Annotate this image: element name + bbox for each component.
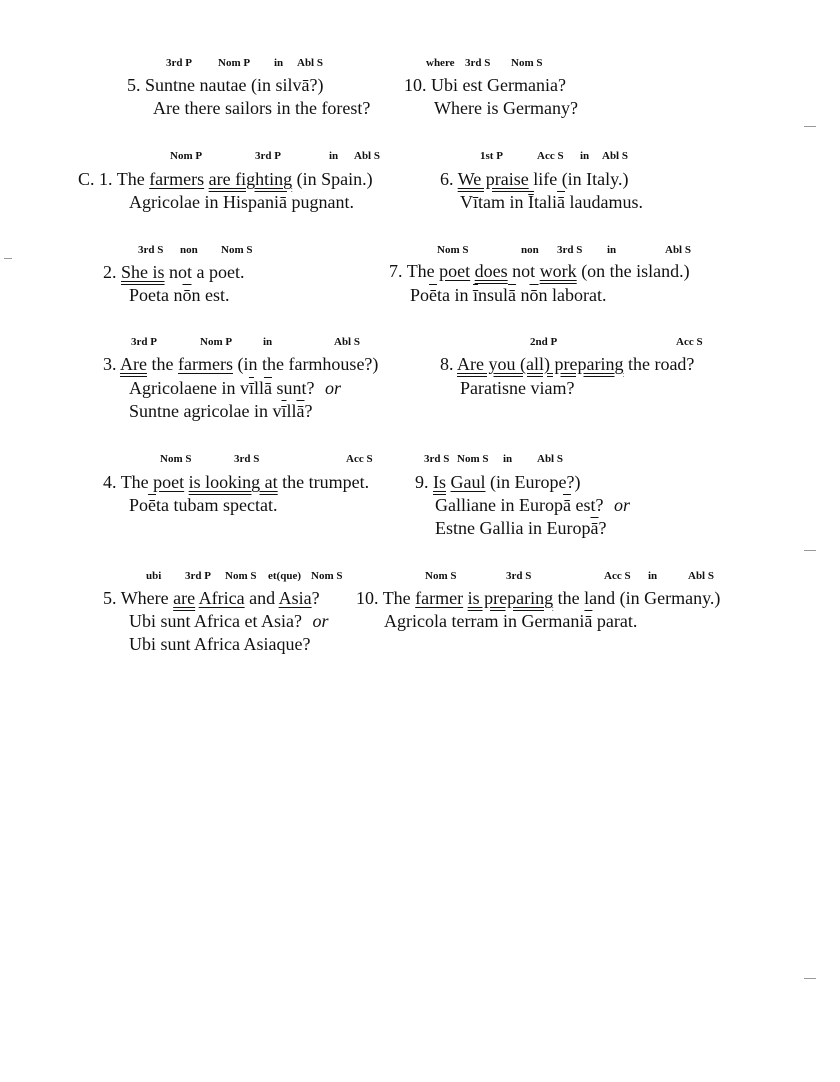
gloss: Acc S <box>604 570 631 582</box>
english-line: 10. The farmer is preparing the land (in Germany.) <box>356 588 721 608</box>
english-line: Where is Germany? <box>434 98 578 118</box>
gloss: 3rd S <box>557 244 583 256</box>
english-line: 4. The poet is looking at the trumpet. <box>103 472 370 492</box>
gloss: ubi <box>146 570 162 582</box>
gloss: in <box>329 150 339 162</box>
gloss: Abl S <box>537 453 563 465</box>
gloss: 2nd P <box>530 336 558 348</box>
latin-line-alt: Estne Gallia in $Europ\overline{ā}$? <box>435 518 607 538</box>
latin-line: Agricola terram in $Germani\overline{ā}$ parat. <box>384 611 638 631</box>
gloss: non <box>521 244 539 256</box>
gloss: Abl S <box>688 570 714 582</box>
gloss: Acc S <box>676 336 703 348</box>
scan-mark <box>804 126 816 127</box>
english-line: 6. We praise life (in Italy.) <box>440 169 629 189</box>
latin-line: Poeta $n\overline{ō}n$ est. <box>129 285 230 305</box>
latin-line: $Po\overline{ē}ta$ tubam spectat. <box>129 495 278 515</box>
gloss: where <box>426 57 455 69</box>
gloss: Nom S <box>221 244 253 256</box>
latin-line-alt: Suntne agricolae in $v\overline{ī}ll\overline{ā}$? <box>129 401 313 421</box>
gloss: Nom S <box>311 570 343 582</box>
gloss: in <box>274 57 284 69</box>
latin-line: $V\overline{ī}tam$ in $\overline{Ī}tali\overline{ā}$ laudamus. <box>460 192 644 212</box>
gloss: 3rd S <box>234 453 260 465</box>
gloss: in <box>607 244 617 256</box>
scan-mark <box>804 978 816 979</box>
gloss: Nom S <box>425 570 457 582</box>
gloss: 3rd S <box>424 453 450 465</box>
or-label: or <box>324 378 341 398</box>
english-line: 3. Are the farmers (in the farmhouse?) <box>103 354 379 374</box>
gloss: Abl S <box>297 57 323 69</box>
gloss: Abl S <box>602 150 628 162</box>
gloss: Nom S <box>511 57 543 69</box>
latin-line: 5. Suntne nautae (in silvā?) <box>127 75 324 95</box>
gloss: in <box>648 570 658 582</box>
english-line: 9. Is Gaul (in Europe?) <box>415 472 581 492</box>
latin-line: 10. Ubi est Germania? <box>404 75 566 95</box>
gloss: Nom S <box>225 570 257 582</box>
latin-line: $Po\overline{ē}ta$ in $\overline{ī}nsul\overline{ā}$ $n\overline{ō}n$ laborat. <box>410 285 607 305</box>
latin-line: Agricolae in $Hispani\overline{ā}$ pugnant. <box>129 192 354 212</box>
gloss: Acc S <box>537 150 564 162</box>
english-line: 8. Are you (all) preparing the road? <box>440 354 695 374</box>
gloss: Acc S <box>346 453 373 465</box>
gloss: 3rd P <box>255 150 281 162</box>
gloss: Nom S <box>437 244 469 256</box>
scan-mark <box>804 550 816 551</box>
english-line: 7. The poet does not work (on the island.) <box>389 261 690 281</box>
gloss: in <box>580 150 590 162</box>
or-label: or <box>312 611 329 631</box>
gloss: 3rd S <box>465 57 491 69</box>
gloss: Nom P <box>170 150 203 162</box>
latin-line: Ubi sunt Africa et Asia? or <box>129 611 329 631</box>
english-line: 2. She is not a poet. <box>103 262 245 282</box>
gloss: Nom P <box>200 336 233 348</box>
gloss: in <box>503 453 513 465</box>
latin-line: Agricolaene in $v\overline{ī}ll\overline{ā}$ sunt? or <box>129 378 341 398</box>
gloss: Abl S <box>354 150 380 162</box>
gloss: Nom S <box>457 453 489 465</box>
english-line: Are there sailors in the forest? <box>153 98 371 118</box>
gloss: in <box>263 336 273 348</box>
gloss: 3rd S <box>506 570 532 582</box>
gloss: Nom P <box>218 57 251 69</box>
gloss: et(que) <box>268 570 301 582</box>
latin-line: Galliane in $Europ\overline{ā}$ est? or <box>435 495 630 515</box>
section-label: C. 1. <box>78 169 113 189</box>
gloss: 3rd P <box>131 336 157 348</box>
gloss: Abl S <box>665 244 691 256</box>
english-line: C. 1. The farmers are fighting (in Spain.) <box>78 169 373 189</box>
gloss: Abl S <box>334 336 360 348</box>
gloss: Nom S <box>160 453 192 465</box>
english-line: 5. Where are Africa and Asia? <box>103 588 320 608</box>
latin-line: Paratisne viam? <box>460 378 575 398</box>
scan-mark <box>4 258 12 259</box>
or-label: or <box>613 495 630 515</box>
gloss: 3rd P <box>185 570 211 582</box>
gloss: 3rd P <box>166 57 192 69</box>
gloss: non <box>180 244 198 256</box>
gloss: 3rd S <box>138 244 164 256</box>
gloss: 1st P <box>480 150 503 162</box>
latin-line-alt: Ubi sunt Africa Asiaque? <box>129 634 311 654</box>
